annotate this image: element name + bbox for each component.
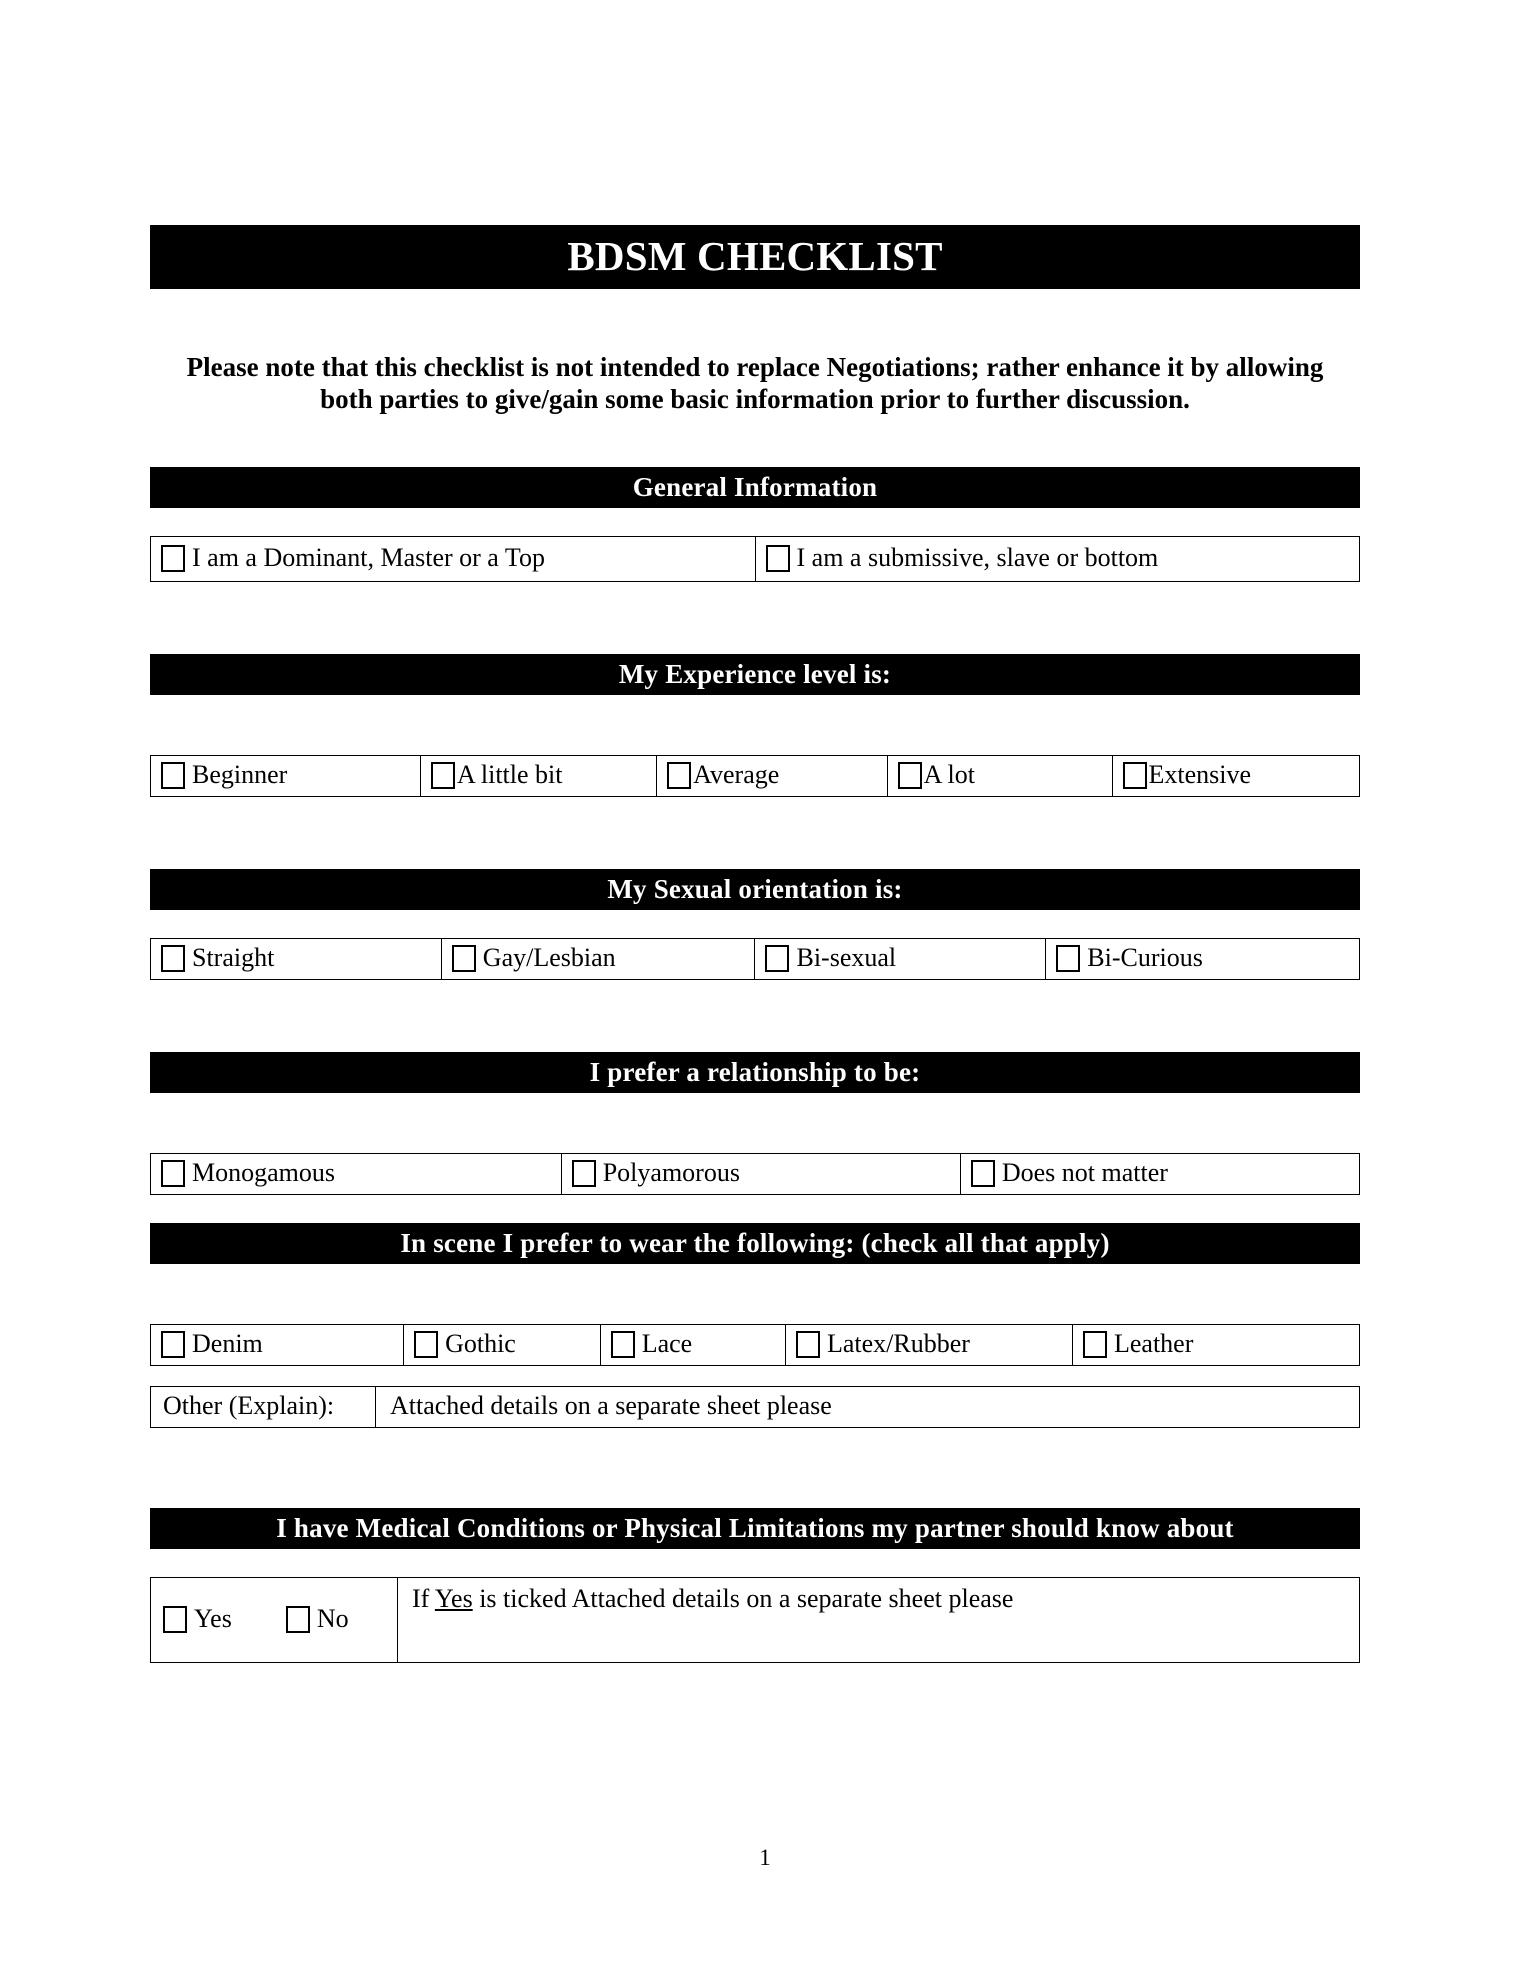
option-label: Lace <box>641 1329 693 1358</box>
checkbox-gothic[interactable] <box>414 1331 438 1358</box>
checkbox-bi-curious[interactable] <box>1056 945 1080 972</box>
option-cell-latex-rubber[interactable] <box>786 1325 1073 1366</box>
section-heading-relationship-preference: I prefer a relationship to be: <box>150 1052 1360 1093</box>
sexual-orientation-options-table <box>150 938 1360 980</box>
checkbox-does-not-matter[interactable] <box>971 1160 995 1187</box>
medical-note-suffix: is ticked Attached details on a separate sheet please <box>472 1584 1014 1613</box>
checkbox-straight[interactable] <box>161 945 185 972</box>
option-label: I am a Dominant, Master or a Top <box>192 543 545 572</box>
option-label: Monogamous <box>192 1158 335 1187</box>
checkbox-denim[interactable] <box>161 1331 185 1358</box>
option-cell-a-lot[interactable] <box>887 756 1112 797</box>
relationship-preference-options-table <box>150 1153 1360 1195</box>
option-cell-bi-sexual[interactable] <box>755 939 1046 980</box>
checkbox-lace[interactable] <box>611 1331 635 1358</box>
option-label: Extensive <box>1148 760 1252 789</box>
intro-paragraph: Please note that this checklist is not intended to replace Negotiations; rather enhance it by allowing both parties to give/gain some basic information prior to further discussion. <box>186 352 1324 414</box>
option-cell-a-little-bit[interactable] <box>421 756 657 797</box>
checkbox-a-lot[interactable] <box>898 762 922 789</box>
option-label: I am a submissive, slave or bottom <box>796 543 1159 572</box>
scene-attire-options-table <box>150 1324 1360 1366</box>
medical-note-input[interactable] <box>398 1578 1360 1663</box>
document-content <box>150 225 1360 1663</box>
page-title: BDSM CHECKLIST <box>150 225 1360 289</box>
table-row <box>151 1325 1360 1366</box>
medical-conditions-table <box>150 1577 1360 1663</box>
option-label: A lot <box>923 760 975 789</box>
option-label: Latex/Rubber <box>827 1329 970 1358</box>
table-row <box>151 939 1360 980</box>
option-cell-beginner[interactable] <box>151 756 421 797</box>
option-label: Beginner <box>192 760 288 789</box>
option-cell-straight[interactable] <box>151 939 442 980</box>
checkbox-monogamous[interactable] <box>161 1160 185 1187</box>
option-cell-gay-lesbian[interactable] <box>441 939 755 980</box>
option-cell-denim[interactable] <box>151 1325 404 1366</box>
checkbox-leather[interactable] <box>1083 1331 1107 1358</box>
checkbox-bi-sexual[interactable] <box>765 945 789 972</box>
option-label: Does not matter <box>1001 1158 1168 1187</box>
option-label: Yes <box>194 1604 232 1633</box>
option-cell-monogamous[interactable] <box>151 1154 562 1195</box>
option-label: Polyamorous <box>602 1158 740 1187</box>
checkbox-polyamorous[interactable] <box>572 1160 596 1187</box>
other-explain-table <box>150 1386 1360 1428</box>
checkbox-medical-yes[interactable] <box>163 1606 187 1633</box>
option-cell-does-not-matter[interactable] <box>960 1154 1359 1195</box>
table-row <box>151 1578 1360 1663</box>
checkbox-extensive[interactable] <box>1123 762 1147 789</box>
option-label: No <box>316 1604 349 1633</box>
checkbox-gay-lesbian[interactable] <box>452 945 476 972</box>
table-row <box>151 537 1360 582</box>
option-label: Bi-sexual <box>796 943 897 972</box>
table-row <box>151 1154 1360 1195</box>
section-heading-scene-attire: In scene I prefer to wear the following: (check all that apply) <box>150 1223 1360 1264</box>
option-cell-extensive[interactable] <box>1112 756 1359 797</box>
option-cell-polyamorous[interactable] <box>561 1154 960 1195</box>
checkbox-medical-no[interactable] <box>286 1606 310 1633</box>
option-label: A little bit <box>457 760 563 789</box>
option-label: Straight <box>192 943 275 972</box>
checkbox-submissive[interactable] <box>766 545 790 572</box>
checkbox-dominant[interactable] <box>161 545 185 572</box>
section-heading-sexual-orientation: My Sexual orientation is: <box>150 869 1360 910</box>
experience-level-options-table <box>150 755 1360 797</box>
medical-note-underlined: Yes <box>434 1584 473 1613</box>
checkbox-latex-rubber[interactable] <box>796 1331 820 1358</box>
table-row <box>151 756 1360 797</box>
checkbox-average[interactable] <box>667 762 691 789</box>
option-label: Gothic <box>445 1329 516 1358</box>
medical-yes-no-cell[interactable] <box>151 1578 398 1663</box>
option-cell-leather[interactable] <box>1072 1325 1359 1366</box>
option-label: Denim <box>192 1329 263 1358</box>
option-cell-average[interactable] <box>657 756 888 797</box>
option-cell-gothic[interactable] <box>404 1325 601 1366</box>
option-label: Average <box>693 760 780 789</box>
option-cell-lace[interactable] <box>600 1325 785 1366</box>
other-explain-label: Other (Explain): <box>151 1387 376 1428</box>
section-heading-medical-conditions: I have Medical Conditions or Physical Limitations my partner should know about <box>150 1508 1360 1549</box>
section-heading-general-information: General Information <box>150 467 1360 508</box>
general-information-options-table <box>150 536 1360 582</box>
checkbox-beginner[interactable] <box>161 762 185 789</box>
option-cell-dominant[interactable] <box>151 537 756 582</box>
option-label: Bi-Curious <box>1087 943 1203 972</box>
medical-note-prefix: If <box>412 1584 435 1613</box>
page-number: 1 <box>759 1845 771 1870</box>
option-label: Gay/Lesbian <box>482 943 616 972</box>
option-cell-submissive[interactable] <box>755 537 1360 582</box>
option-cell-bi-curious[interactable] <box>1046 939 1360 980</box>
option-label: Leather <box>1113 1329 1194 1358</box>
section-heading-experience-level: My Experience level is: <box>150 654 1360 695</box>
checkbox-a-little-bit[interactable] <box>431 762 455 789</box>
other-explain-input[interactable]: Attached details on a separate sheet please <box>376 1387 1360 1428</box>
table-row <box>151 1387 1360 1428</box>
